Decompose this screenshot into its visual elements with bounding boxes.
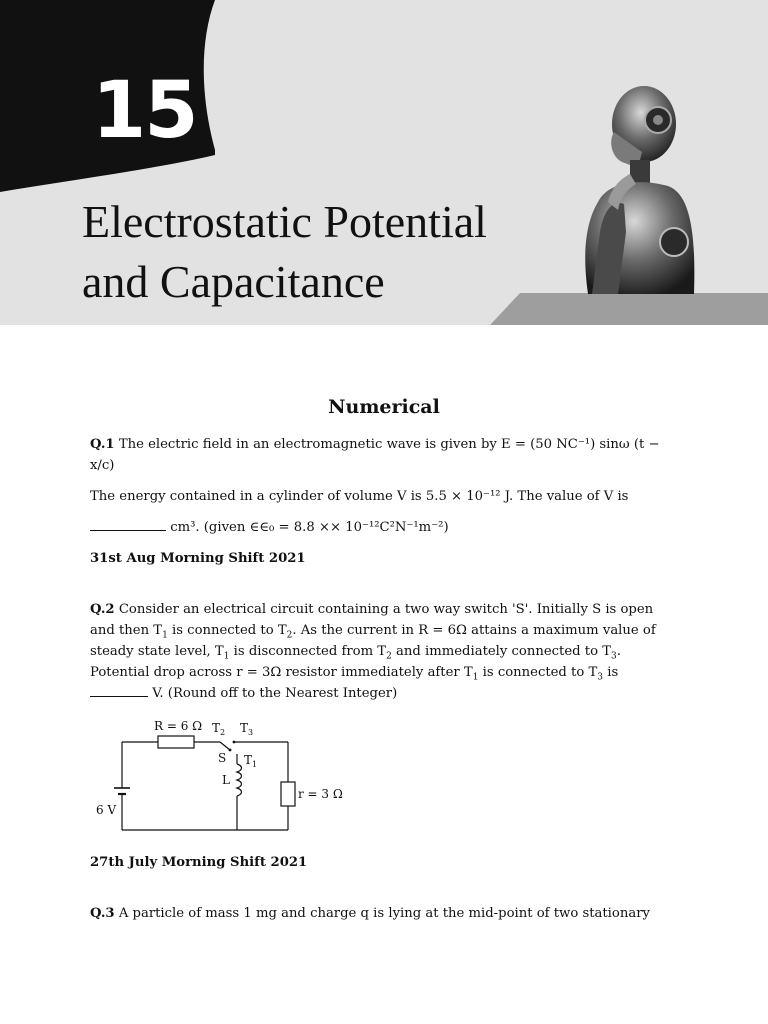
chapter-number: 15 — [92, 66, 197, 156]
q2-sub: 1 — [223, 651, 230, 662]
label-t2: $T_2$ — [212, 721, 226, 737]
thinking-robot-image — [578, 82, 698, 294]
label-battery: 6 V — [96, 803, 117, 817]
q1-label: Q.1 — [90, 437, 115, 452]
q1-statement — [90, 434, 680, 476]
label-l: L — [222, 773, 230, 787]
q2-text-e: and immediately connected to T — [391, 644, 612, 659]
q3-statement — [90, 903, 680, 924]
q2-text-c: . As the current in R = 6Ω attains a maximum value of steady state level, T — [90, 623, 656, 659]
q1-line1: The electric field in an electromagnetic wave is given by E = (50 NC⁻¹) sinω (t − x/c) — [90, 437, 660, 473]
q2-sub: 3 — [597, 672, 604, 683]
q2-sub: 2 — [386, 651, 392, 662]
label-r-main: R = 6 Ω — [154, 719, 203, 733]
q1-line3: cm³. (given ∈∈₀ = 8.8 ×× 10⁻¹²C²N⁻¹m⁻²) — [170, 520, 449, 535]
q1-line3-row — [90, 517, 680, 538]
q2-text-h: is — [603, 665, 619, 680]
chapter-title-line2: and Capacitance — [82, 256, 385, 307]
label-t1: $T_1$ — [244, 753, 258, 769]
q2-text-g: is connected to T — [478, 665, 598, 680]
chapter-title-line1: Electrostatic Potential — [82, 196, 487, 247]
q2-statement — [90, 599, 680, 704]
q2-text-f: . Potential drop across r = 3Ω resistor immediately after T — [90, 644, 621, 680]
q2-text-b: is connected to T — [167, 623, 287, 638]
q2-sub: 1 — [472, 672, 479, 683]
q2-shift: 27th July Morning Shift 2021 — [90, 855, 308, 870]
q3-text: A particle of mass 1 mg and charge q is lying at the mid-point of two stationary — [118, 906, 650, 921]
answer-blank — [90, 684, 148, 697]
q3-label: Q.3 — [90, 906, 115, 921]
q1-line2: The energy contained in a cylinder of volume V is 5.5 × 10⁻¹² J. The value of V is — [90, 489, 629, 504]
q2-sub: 1 — [162, 630, 168, 641]
q2-text-i: V. (Round off to the Nearest Integer) — [152, 686, 398, 701]
q2-text-a: Consider an electrical circuit containing a two way switch 'S'. Initially S is open and then T — [90, 602, 654, 638]
q2-sub: 2 — [286, 630, 293, 641]
answer-blank — [90, 518, 166, 531]
label-r-small: r = 3 Ω — [298, 787, 343, 801]
label-t3: $T_3$ — [240, 721, 254, 737]
question-list — [90, 434, 680, 924]
q2-label: Q.2 — [90, 602, 115, 617]
q2-sub: 3 — [611, 651, 617, 662]
q2-text-d: is disconnected from T — [229, 644, 387, 659]
chapter-title — [82, 192, 602, 312]
circuit-diagram — [92, 714, 352, 838]
chapter-banner — [0, 0, 768, 325]
section-heading: Numerical — [328, 396, 440, 418]
label-s: S — [218, 751, 227, 765]
q1-shift: 31st Aug Morning Shift 2021 — [90, 551, 306, 566]
